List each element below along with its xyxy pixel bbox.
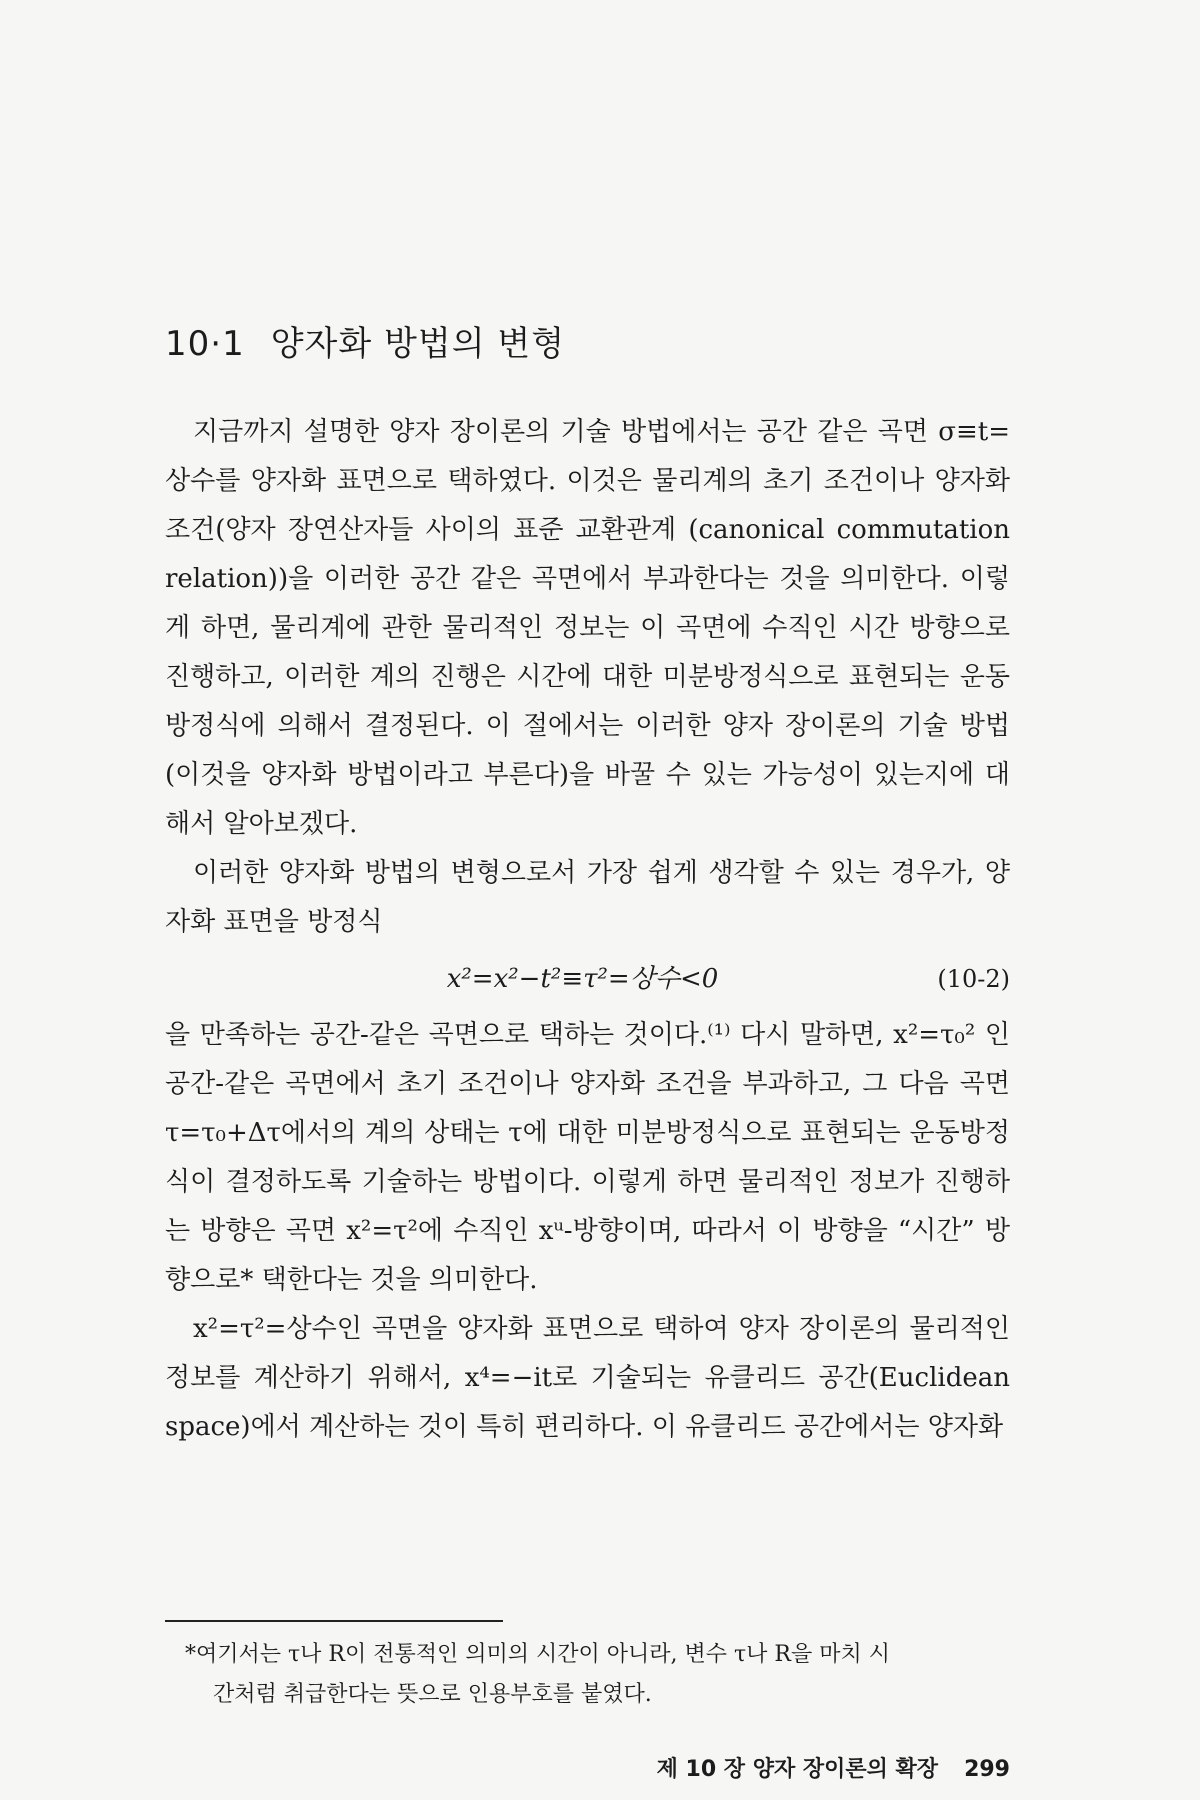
body-text [165,408,1010,1452]
footnote-rule [165,1620,503,1622]
page-number: 299 [964,1757,1010,1782]
footnote-line-2: 간처럼 취급한다는 뜻으로 인용부호를 붙였다. [213,1682,652,1707]
equation-10-2 [165,954,1010,1004]
equation-text: x²=x²−t²≡τ²=상수<0 [446,963,719,994]
paragraph-4: x²=τ²=상수인 곡면을 양자화 표면으로 택하여 양자 장이론의 물리적인 정보를 계산하기 위해서, x⁴=−it로 기술되는 유클리드 공간(Euclidean space)에서 계산하는 것이 특히 편리하다. 이 유클리드 공간에서는 양자화 [165,1314,1010,1442]
equation-number: (10-2) [937,964,1010,993]
footnote [185,1635,1010,1715]
chapter-title: 제 10 장 양자 장이론의 확장 [656,1757,939,1782]
section-heading [165,316,565,365]
section-number: 10·1 [165,324,245,364]
book-page [165,0,1010,1800]
paragraph-3: 을 만족하는 공간-같은 곡면으로 택하는 것이다.⁽¹⁾ 다시 말하면, x²=τ₀² 인 공간-같은 곡면에서 초기 조건이나 양자화 조건을 부과하고, 그 다음 곡면 τ=τ₀+Δτ에서의 계의 상태는 τ에 대한 미분방정식으로 표현되는 운동방정식이 결정하도록 기술하는 방법이다. 이렇게 하면 물리적인 정보가 진행하는 방향은 곡면 x²=τ²에 수직인 xᵘ-방향이며, 따라서 이 방향을 “시간” 방향으로* 택한다는 것을 의미한다. [165,1020,1010,1295]
section-title: 양자화 방법의 변형 [270,324,566,364]
footnote-line-1: *여기서는 τ나 R이 전통적인 의미의 시간이 아니라, 변수 τ나 R을 마치 시 [185,1642,890,1667]
paragraph-1: 지금까지 설명한 양자 장이론의 기술 방법에서는 공간 같은 곡면 σ≡t=상수를 양자화 표면으로 택하였다. 이것은 물리계의 초기 조건이나 양자화 조건(양자 장연산자들 사이의 표준 교환관계 (canonical commutation relation))을 이러한 공간 같은 곡면에서 부과한다는 것을 의미한다. 이렇게 하면, 물리계에 관한 물리적인 정보는 이 곡면에 수직인 시간 방향으로 진행하고, 이러한 계의 진행은 시간에 대한 미분방정식으로 표현되는 운동방정식에 의해서 결정된다. 이 절에서는 이러한 양자 장이론의 기술 방법(이것을 양자화 방법이라고 부른다)을 바꿀 수 있는 가능성이 있는지에 대해서 알아보겠다. [165,417,1010,839]
paragraph-2: 이러한 양자화 방법의 변형으로서 가장 쉽게 생각할 수 있는 경우가, 양자화 표면을 방정식 [165,858,1010,937]
running-footer [657,1752,1010,1783]
